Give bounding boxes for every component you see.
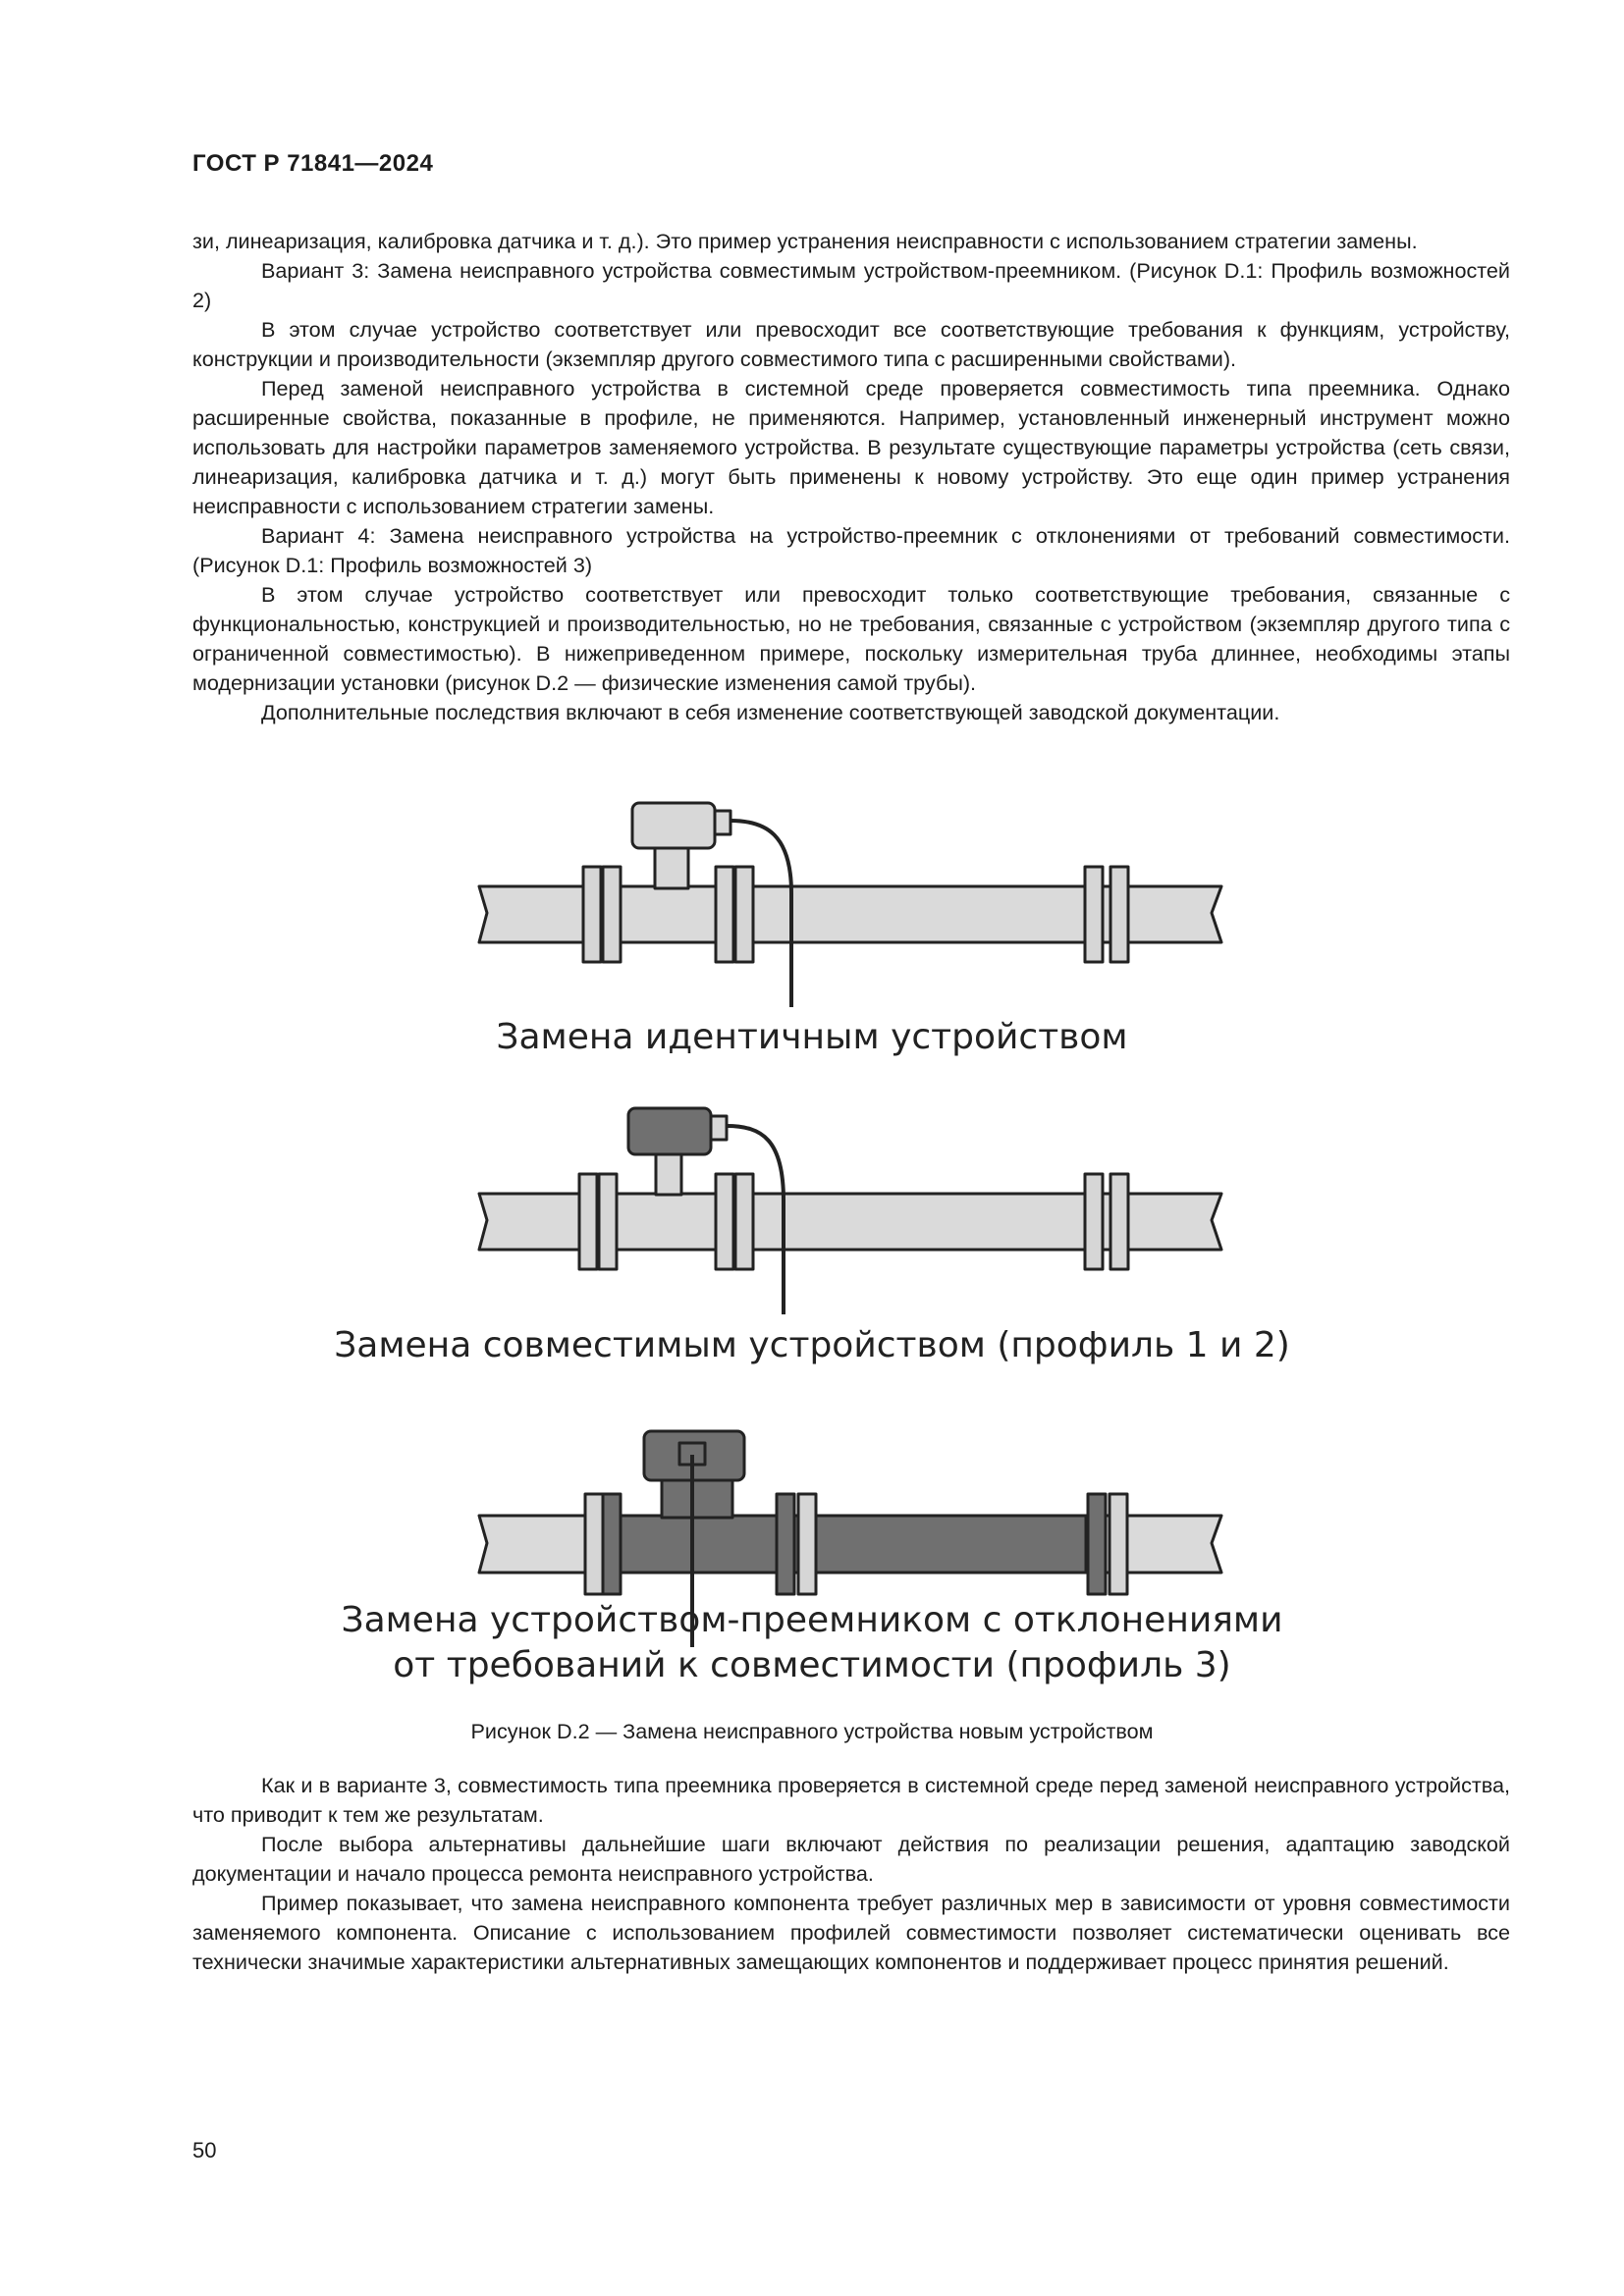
paragraph: зи, линеаризация, калибровка датчика и т. д.). Это пример устранения неисправности с использованием стратегии замены. <box>192 229 1418 253</box>
flange <box>603 867 621 962</box>
device-stem <box>655 847 688 888</box>
paragraph: В этом случае устройство соответствует или превосходит только соответствующие требования, связанные с функциональностью, конструкцией и производительностью, но не требования, связанные с устройством (экземпляр другого типа с ограниченной совместимостью). В нижеприведенном примере, поскольку измерительная труба длиннее, необходимы этапы модернизации установки (рисунок D.2 — физические изменения самой трубы). <box>192 582 1510 695</box>
device-head <box>632 803 715 848</box>
flange <box>1085 867 1103 962</box>
body-text-bottom <box>192 1771 1510 1977</box>
paragraph: Вариант 3: Замена неисправного устройства совместимым устройством-преемником. (Рисунок D.1: Профиль возможностей 2) <box>192 258 1510 312</box>
flange <box>1110 867 1128 962</box>
device-connector <box>711 1116 727 1140</box>
flange <box>1110 1174 1128 1269</box>
page-number: 50 <box>192 2138 217 2163</box>
device-stem <box>656 1153 681 1195</box>
paragraph: Пример показывает, что замена неисправного компонента требует различных мер в зависимости от уровня совместимости заменяемого компонента. Описание с использованием профилей совместимости позволяет систематически оценивать все технически значимые характеристики альтернативных замещающих компонентов и поддерживает процесс принятия решений. <box>192 1891 1510 1974</box>
paragraph: Перед заменой неисправного устройства в системной среде проверяется совместимость типа преемника. Однако расширенные свойства, показанные в профиле, не применяются. Например, установленный инженерный инструмент можно использовать для настройки параметров заменяемого устройства. В результате существующие параметры устройства (сеть связи, линеаризация, калибровка датчика и т. д.) могут быть применены к новому устройству. Это еще один пример устранения неисправности с использованием стратегии замены. <box>192 376 1510 518</box>
pipe-assembly-identical <box>479 803 1221 1007</box>
paragraph: В этом случае устройство соответствует или превосходит все соответствующие требования к функциям, устройству, конструкции и производительности (экземпляр другого совместимого типа с расширенными свойствами). <box>192 317 1510 371</box>
figure-label-successor-line1: Замена устройством-преемником с отклонениями <box>341 1600 1283 1640</box>
pipe-assembly-compatible <box>479 1108 1221 1314</box>
figure-label-identical: Замена идентичным устройством <box>496 1017 1128 1057</box>
figure-caption: Рисунок D.2 — Замена неисправного устройства новым устройством <box>470 1719 1154 1743</box>
flange <box>603 1494 621 1594</box>
figure-d2 <box>0 775 1624 1757</box>
measuring-tube-extended <box>619 1516 1086 1573</box>
flange <box>579 1174 597 1269</box>
flange <box>735 1174 753 1269</box>
flange <box>585 1494 603 1594</box>
flange <box>777 1494 794 1594</box>
device-head <box>628 1108 711 1154</box>
flange <box>798 1494 816 1594</box>
paragraph: Дополнительные последствия включают в себя изменение соответствующей заводской документации. <box>261 700 1280 724</box>
document-header: ГОСТ Р 71841—2024 <box>192 150 434 177</box>
figure-label-successor-line2: от требований к совместимости (профиль 3) <box>393 1645 1231 1685</box>
flange <box>1085 1174 1103 1269</box>
paragraph: После выбора альтернативы дальнейшие шаги включают действия по реализации решения, адаптацию заводской документации и начало процесса ремонта неисправного устройства. <box>192 1832 1510 1886</box>
flange <box>1110 1494 1127 1594</box>
paragraph: Как и в варианте 3, совместимость типа преемника проверяется в системной среде перед заменой неисправного устройства, что приводит к тем же результатам. <box>192 1773 1510 1827</box>
flange <box>599 1174 617 1269</box>
flange <box>716 867 733 962</box>
flange <box>1088 1494 1106 1594</box>
body-text-top <box>192 227 1510 727</box>
flange <box>716 1174 733 1269</box>
flange <box>735 867 753 962</box>
paragraph: Вариант 4: Замена неисправного устройства на устройство-преемник с отклонениями от требований совместимости. (Рисунок D.1: Профиль возможностей 3) <box>192 523 1510 577</box>
device-connector <box>715 811 731 834</box>
figure-label-compatible: Замена совместимым устройством (профиль 1 и 2) <box>334 1325 1290 1365</box>
flange <box>583 867 601 962</box>
